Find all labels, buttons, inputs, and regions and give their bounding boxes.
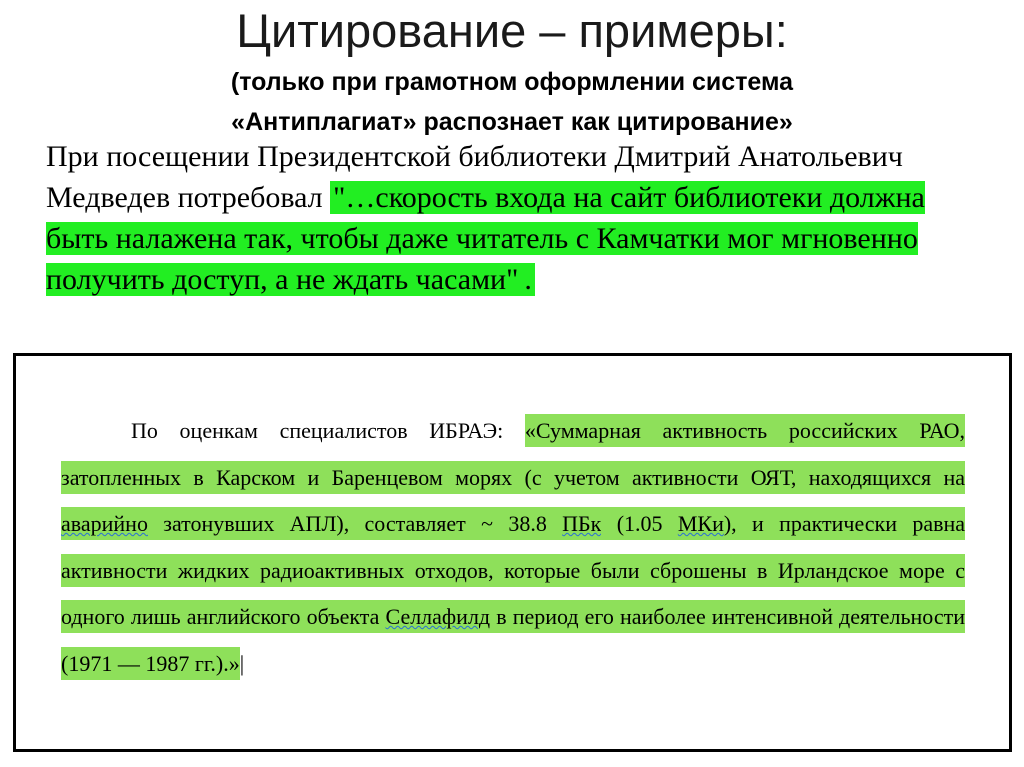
highlighted-quote: "…скорость входа на сайт библиотеки должна быть налажена так, чтобы даже читатель с Камчатки мог мгновенно получить доступ, а не ждать часами" [46,181,925,296]
citation-example-medvedev [46,136,976,300]
spellcheck-word-avariyno: аварийно [61,507,148,540]
ibrae-quote-part-1: «Суммарная активность российских РАО, затопленных в Карском и Баренцевом морях (с учетом активности ОЯТ, находящихся на [61,414,965,494]
spellcheck-unit-pbk: ПБк [562,507,601,540]
ibrae-lead-text: По оценкам специалистов ИБРАЭ: [131,418,525,443]
ibrae-quote-part-4: ), и практически равна активности жидких радиоактивных отходов, которые были сброшены в Ирландское море с одного лишь английского объекта [61,507,965,633]
ibrae-quote-part-5: в период его наиболее интенсивной деятельности (1971 — 1987 гг.).» [61,600,965,680]
subtitle-line-1: (только при грамотном оформлении система [230,68,794,96]
slide-title: Цитирование – примеры: [236,4,788,57]
citation-lead-text: При посещении Президентской библиотеки Дмитрий Анатольевич Медведев потребовал [46,140,903,214]
citation-example-ibrae [61,408,965,687]
spellcheck-word-sellafild: Селлафилд [386,600,491,633]
spellcheck-unit-mki: МКи [678,507,724,540]
ibrae-quote-part-3: (1.05 [601,507,677,540]
slide-subtitle [60,62,964,142]
document-excerpt-box [13,353,1012,752]
subtitle-line-2: «Антиплагиат» распознает как цитирование» [231,108,793,136]
text-cursor: | [239,650,245,676]
quote-trailing-period: . [521,263,535,296]
ibrae-quote-part-2: затонувших АПЛ), составляет ~ 38.8 [148,507,562,540]
